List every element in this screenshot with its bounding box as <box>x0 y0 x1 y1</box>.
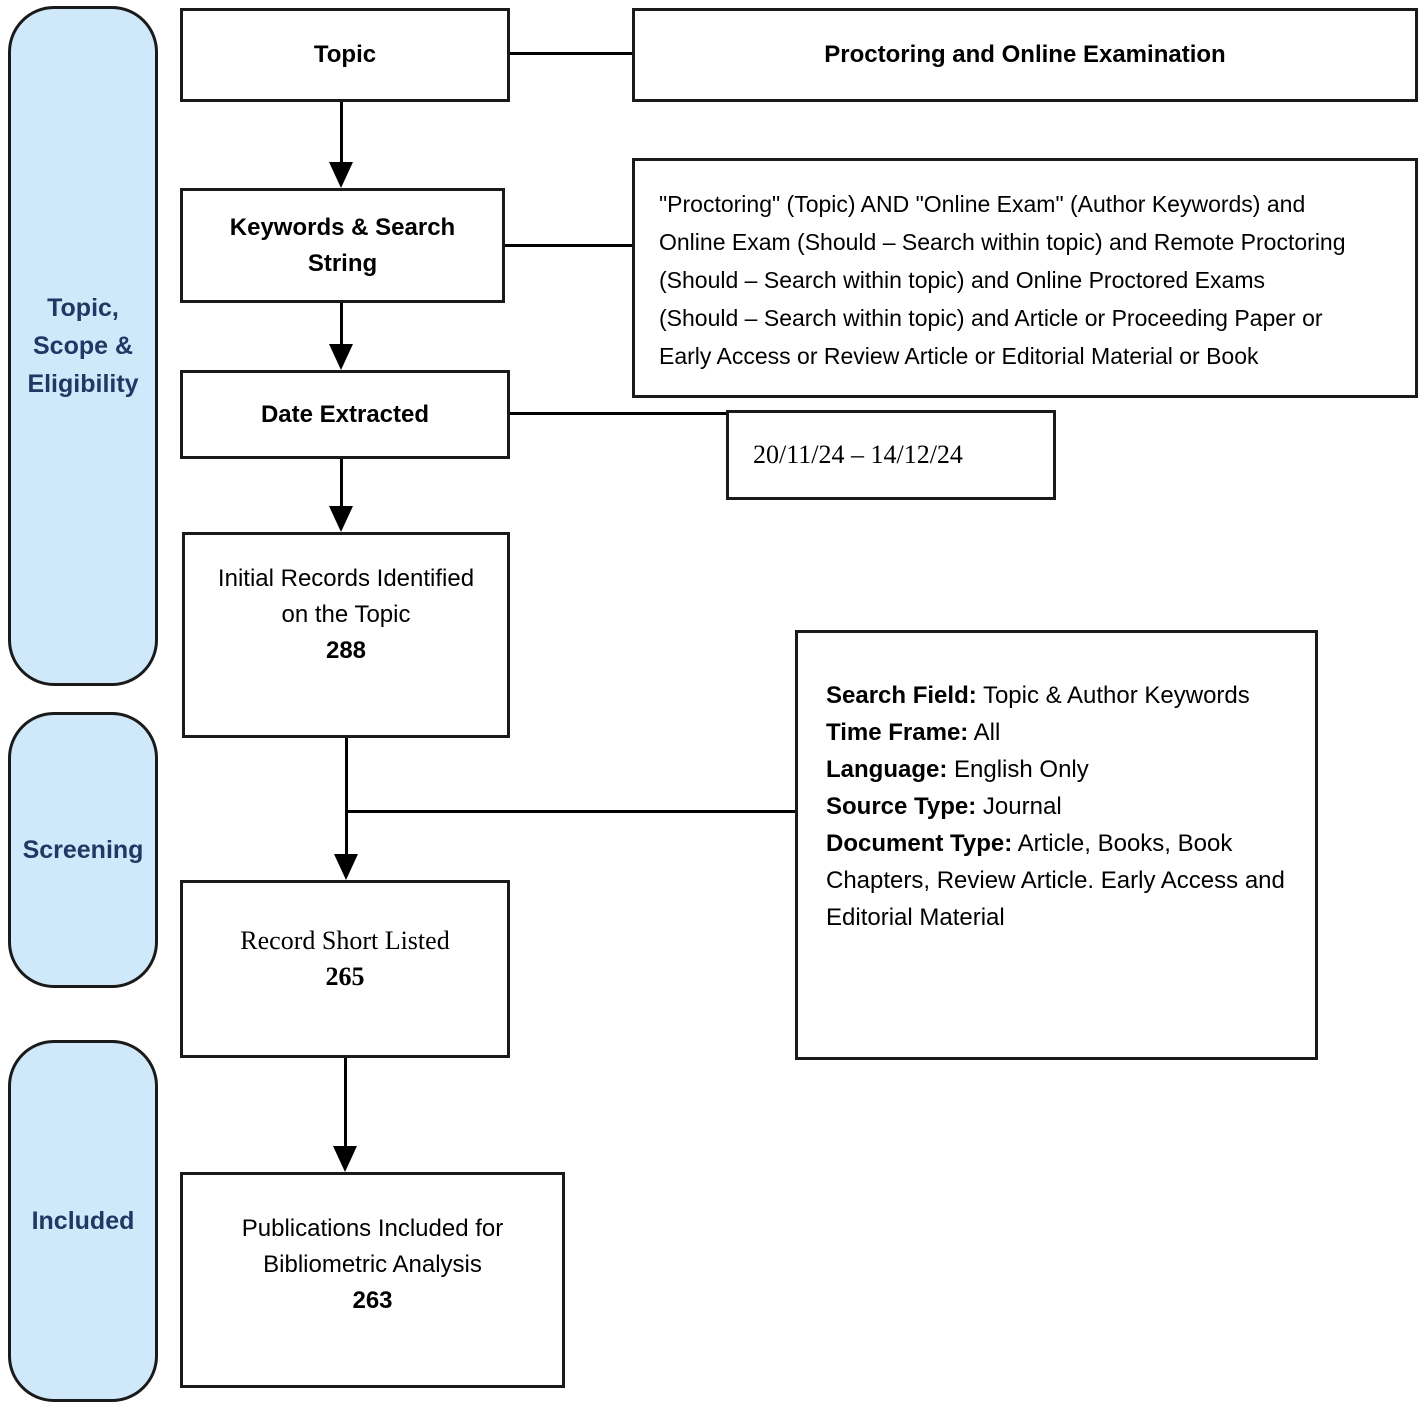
criteria-value: Chapters, Review Article. Early Access and <box>826 867 1285 894</box>
record-shortlisted-label: Record Short Listed <box>240 926 450 955</box>
arrow-keywords-to-date-shaft <box>340 303 343 346</box>
publications-count: 263 <box>352 1287 393 1314</box>
date-extracted-box <box>180 370 510 459</box>
date-extracted-label: Date Extracted <box>260 400 430 428</box>
criteria-line <box>826 714 1287 751</box>
arrow-initial-to-record-head <box>334 854 358 880</box>
criteria-value: Article, Books, Book <box>1012 830 1233 857</box>
criteria-label: Time Frame: <box>826 719 969 746</box>
date-range-value: 20/11/24 – 14/12/24 <box>753 440 963 469</box>
arrow-date-to-initial-shaft <box>340 459 343 508</box>
sidebar-label-line: Eligibility <box>27 370 139 398</box>
criteria-label: Search Field: <box>826 682 977 709</box>
topic-value-label: Proctoring and Online Examination <box>824 41 1226 68</box>
sidebar-group-label <box>27 289 138 403</box>
initial-records-line-2: on the Topic <box>281 601 411 628</box>
arrow-topic-to-keywords-head <box>329 162 353 188</box>
arrow-keywords-to-date-head <box>329 344 353 370</box>
sidebar-group-label: Screening <box>22 836 144 864</box>
line-initial-to-record-shaft <box>345 738 348 856</box>
criteria-label: Language: <box>826 756 948 783</box>
record-shortlisted-box <box>180 880 510 1058</box>
sidebar-group-topic-scope-eligibility <box>8 6 158 686</box>
search-string-box <box>632 158 1418 398</box>
criteria-label: Source Type: <box>826 793 977 820</box>
initial-records-box <box>182 532 510 738</box>
criteria-line <box>826 899 1287 936</box>
record-shortlisted-count: 265 <box>325 962 365 991</box>
topic-box <box>180 8 510 102</box>
search-string-line: Online Exam (Should – Search within topic) and Remote Proctoring <box>659 229 1346 255</box>
search-string-line: (Should – Search within topic) and Online Proctored Exams <box>659 267 1265 293</box>
criteria-value: All <box>968 719 1001 746</box>
connector-keywords-to-search-string <box>505 244 632 247</box>
publications-line-2: Bibliometric Analysis <box>263 1251 482 1278</box>
connector-topic-to-value <box>510 52 632 55</box>
criteria-label: Document Type: <box>826 830 1013 857</box>
keywords-label-line-2: String <box>307 249 378 277</box>
publications-box <box>180 1172 565 1388</box>
criteria-value: Journal <box>976 793 1062 820</box>
criteria-box <box>795 630 1318 1060</box>
arrow-record-to-publications-shaft <box>344 1058 347 1148</box>
date-range-box <box>726 410 1056 500</box>
connector-branch-to-criteria <box>345 810 795 813</box>
criteria-line <box>826 677 1287 714</box>
search-string-line: "Proctoring" (Topic) AND "Online Exam" (Author Keywords) and <box>659 191 1306 217</box>
search-string-text <box>635 161 1415 399</box>
record-shortlisted-text <box>183 883 507 995</box>
topic-value-box <box>632 8 1418 102</box>
sidebar-group-included <box>8 1040 158 1402</box>
criteria-line <box>826 825 1287 862</box>
arrow-topic-to-keywords-shaft <box>340 102 343 166</box>
sidebar-label-line: Scope & <box>32 332 134 360</box>
search-string-line: (Should – Search within topic) and Article or Proceeding Paper or <box>659 305 1323 331</box>
initial-records-count: 288 <box>325 637 367 664</box>
criteria-line <box>826 751 1287 788</box>
sidebar-group-screening <box>8 712 158 988</box>
arrow-record-to-publications-head <box>333 1146 357 1172</box>
arrow-date-to-initial-head <box>329 506 353 532</box>
initial-records-text <box>185 535 507 669</box>
publications-line-1: Publications Included for <box>241 1215 504 1242</box>
criteria-value: Editorial Material <box>826 904 1005 931</box>
criteria-value: Topic & Author Keywords <box>976 682 1250 709</box>
criteria-line <box>826 862 1287 899</box>
criteria-text <box>798 633 1315 980</box>
criteria-line <box>826 788 1287 825</box>
keywords-label-line-1: Keywords & Search <box>229 213 456 241</box>
search-string-line: Early Access or Review Article or Editorial Material or Book <box>659 343 1259 369</box>
connector-date-to-range <box>510 412 726 415</box>
keywords-box <box>180 188 505 303</box>
sidebar-group-label: Included <box>31 1207 135 1235</box>
sidebar-label-line: Topic, <box>47 294 119 322</box>
topic-label: Topic <box>313 41 377 68</box>
criteria-value: English Only <box>947 756 1089 783</box>
publications-text <box>183 1175 562 1319</box>
initial-records-line-1: Initial Records Identified <box>217 565 475 592</box>
